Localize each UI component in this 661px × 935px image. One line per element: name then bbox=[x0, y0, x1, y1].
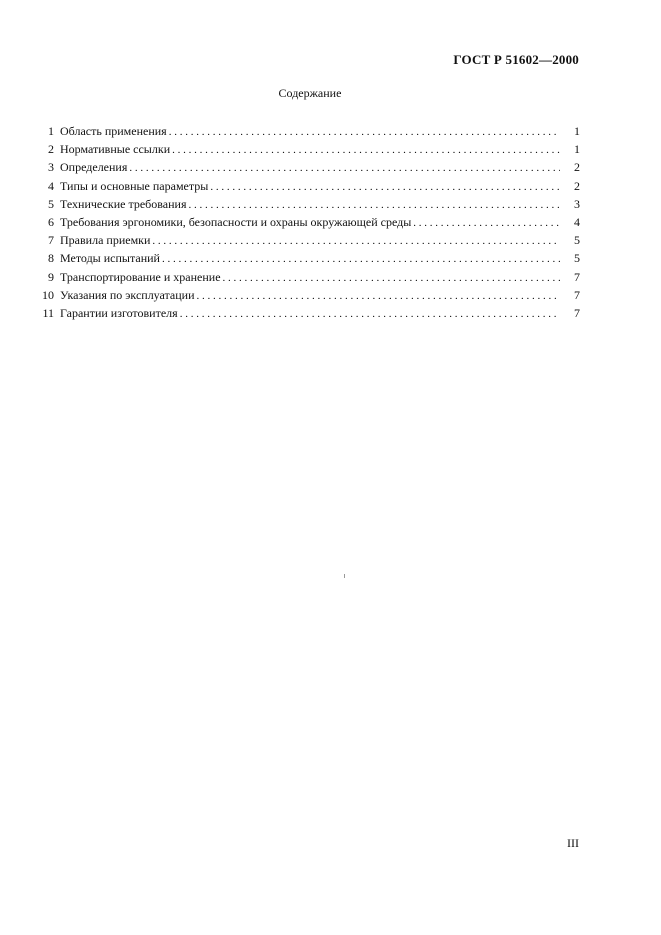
toc-item-title: Правила приемки bbox=[60, 233, 151, 248]
toc-item-number: 1 bbox=[48, 124, 54, 138]
toc-item-title: Указания по эксплуатации bbox=[60, 287, 195, 302]
toc-item-page: 5 bbox=[574, 233, 580, 248]
toc-dot-leader bbox=[223, 269, 560, 287]
toc-item-number: 5 bbox=[48, 196, 54, 211]
toc-item bbox=[34, 268, 580, 286]
toc-item-title: Технические требования bbox=[60, 196, 187, 211]
toc-item-number: 2 bbox=[48, 142, 54, 157]
toc-item-number: 3 bbox=[48, 160, 54, 175]
toc-item bbox=[34, 122, 580, 140]
toc-item-page: 3 bbox=[574, 196, 580, 211]
toc-dot-leader bbox=[210, 178, 560, 196]
toc-item-title: Область применения bbox=[60, 124, 167, 138]
toc-item bbox=[34, 158, 580, 176]
toc-item-title: Транспортирование и хранение bbox=[60, 269, 221, 284]
toc-item bbox=[34, 213, 580, 231]
toc-item bbox=[34, 286, 580, 304]
document-code: ГОСТ Р 51602—2000 bbox=[453, 52, 579, 67]
toc-item-title: Методы испытаний bbox=[60, 251, 160, 266]
toc-dot-leader bbox=[413, 214, 560, 232]
toc-item bbox=[34, 304, 580, 322]
toc-dot-leader bbox=[162, 250, 560, 268]
toc-item-title: Гарантии изготовителя bbox=[60, 305, 178, 320]
toc-item bbox=[34, 195, 580, 213]
toc-item-title: Нормативные ссылки bbox=[60, 142, 171, 157]
toc-item-number: 8 bbox=[48, 251, 54, 266]
toc-item-number: 10 bbox=[42, 287, 54, 302]
table-of-contents bbox=[34, 122, 580, 322]
toc-item-title: Определения bbox=[60, 160, 128, 175]
page-number: III bbox=[567, 836, 579, 850]
toc-item-page: 5 bbox=[574, 251, 580, 266]
toc-item bbox=[34, 140, 580, 158]
toc-title: Содержание bbox=[278, 86, 342, 100]
toc-item-title: Типы и основные параметры bbox=[60, 178, 209, 193]
toc-item-number: 11 bbox=[42, 305, 54, 320]
toc-item-number: 6 bbox=[48, 214, 54, 229]
toc-item bbox=[34, 177, 580, 195]
toc-dot-leader bbox=[129, 159, 560, 177]
toc-item-page: 2 bbox=[574, 178, 580, 193]
toc-item-page: 1 bbox=[574, 124, 580, 138]
toc-item bbox=[34, 249, 580, 267]
toc-item-number: 7 bbox=[48, 233, 54, 248]
toc-item-page: 4 bbox=[574, 214, 580, 229]
toc-item-title: Требования эргономики, безопасности и охраны окружающей среды bbox=[60, 214, 412, 229]
toc-item-page: 2 bbox=[574, 160, 580, 175]
toc-item bbox=[34, 231, 580, 249]
toc-dot-leader bbox=[197, 287, 560, 305]
toc-item-page: 1 bbox=[574, 142, 580, 157]
toc-dot-leader bbox=[169, 123, 560, 141]
toc-dot-leader bbox=[188, 196, 560, 214]
toc-dot-leader bbox=[152, 232, 560, 250]
toc-dot-leader bbox=[180, 305, 560, 323]
toc-item-number: 9 bbox=[48, 269, 54, 284]
toc-item-number: 4 bbox=[48, 178, 54, 193]
toc-item-page: 7 bbox=[574, 305, 580, 320]
scan-mark bbox=[344, 574, 345, 578]
toc-dot-leader bbox=[172, 141, 560, 159]
toc-item-page: 7 bbox=[574, 287, 580, 302]
toc-item-page: 7 bbox=[574, 269, 580, 284]
